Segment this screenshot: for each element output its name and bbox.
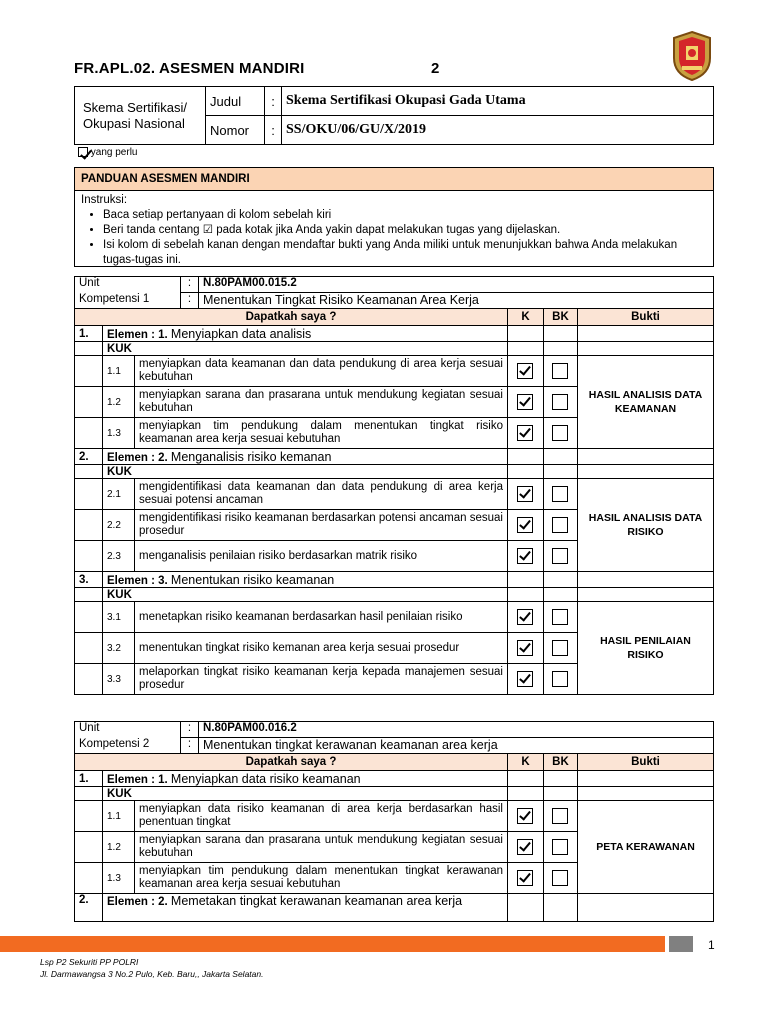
checkbox-k[interactable] <box>517 870 533 886</box>
kuk-text: menyiapkan sarana dan prasarana untuk mendukung kegiatan sesuai kebutuhan <box>135 387 508 418</box>
scheme-number: SS/OKU/06/GU/X/2019 <box>282 116 714 145</box>
checkbox-bk[interactable] <box>552 808 568 824</box>
lsp-logo-icon <box>670 30 714 82</box>
unit2-table: Unit : N.80PAM00.016.2 Kompetensi 2 : Menentukan tingkat kerawanan keamanan area kerja Dapatkah saya ? K BK Bukti 1. Elemen : 1. Menyiapkan data risiko keamanan KUK 1.1 menyiapkan data risiko keamanan di area kerja berdasarkan hasil penentuan tingkat PETA KERAWANAN 1.2 menyiapkan sarana dan prasarana untuk mendukung kegiatan sesuai kebutuhan 1.3 menyiapkan tim pendukung dalam menentukan tingkat kerawanan keamanan area kerja sesuai kebutuhan 2. Elemen : 2. Memetakan tingkat kerawanan keamanan area kerja <box>74 721 714 922</box>
checkbox-note-icon <box>78 147 88 157</box>
element-title: Elemen : 2. Menganalisis risiko kemanan <box>103 449 508 465</box>
checkbox-bk[interactable] <box>552 425 568 441</box>
guide-box <box>74 167 714 267</box>
footer-grey-block <box>669 936 693 952</box>
checkbox-bk[interactable] <box>552 486 568 502</box>
unit-code: N.80PAM00.016.2 <box>199 722 714 738</box>
note: yang perlu <box>78 147 137 158</box>
nomor-label: Nomor <box>206 116 265 145</box>
bukti-text: PETA KERAWANAN <box>577 801 713 894</box>
checkbox-bk[interactable] <box>552 394 568 410</box>
scheme-title: Skema Sertifikasi Okupasi Gada Utama <box>282 87 714 116</box>
footer-bar <box>0 936 665 952</box>
guide-title: PANDUAN ASESMEN MANDIRI <box>75 168 713 191</box>
checkbox-k[interactable] <box>517 609 533 625</box>
checkbox-k[interactable] <box>517 640 533 656</box>
judul-label: Judul <box>206 87 265 116</box>
col-bk: BK <box>543 309 577 326</box>
kuk-text: menyiapkan data keamanan dan data pendukung di area kerja sesuai kebutuhan <box>135 356 508 387</box>
kompetensi-label: Kompetensi 2 <box>75 738 181 754</box>
checkbox-bk[interactable] <box>552 870 568 886</box>
guide-item: • Isi kolom di sebelah kanan dengan mendaftar bukti yang Anda miliki untuk menunjukkan bahwa Anda melakukan tugas-tugas ini. <box>103 238 707 268</box>
guide-instruksi: Instruksi: <box>81 194 128 206</box>
unit-name: Menentukan tingkat kerawanan keamanan area kerja <box>199 738 714 754</box>
guide-item: • Beri tanda centang ☑ pada kotak jika Anda yakin dapat melakukan tugas yang dijelaskan. <box>103 223 707 238</box>
checkbox-bk[interactable] <box>552 839 568 855</box>
col-question: Dapatkah saya ? <box>75 754 508 771</box>
checkbox-bk[interactable] <box>552 363 568 379</box>
checkbox-bk[interactable] <box>552 640 568 656</box>
checkbox-bk[interactable] <box>552 609 568 625</box>
bukti-text: HASIL ANALISIS DATA KEAMANAN <box>577 356 713 449</box>
element-title: Elemen : 1. Menyiapkan data analisis <box>103 326 508 342</box>
checkbox-k[interactable] <box>517 671 533 687</box>
form-title: FR.APL.02. ASESMEN MANDIRI <box>74 60 305 77</box>
scheme-table: Skema Sertifikasi/ Okupasi Nasional Judul : Skema Sertifikasi Okupasi Gada Utama Nomor : SS/OKU/06/GU/X/2019 <box>74 86 714 145</box>
checkbox-k[interactable] <box>517 548 533 564</box>
checkbox-bk[interactable] <box>552 517 568 533</box>
col-bukti: Bukti <box>577 309 713 326</box>
checkbox-k[interactable] <box>517 363 533 379</box>
kuk-text: menetapkan risiko keamanan berdasarkan hasil penilaian risiko <box>135 602 508 633</box>
kuk-text: melaporkan tingkat risiko keamanan kerja kepada manajemen sesuai prosedur <box>135 664 508 695</box>
unit-name: Menentukan Tingkat Risiko Keamanan Area Kerja <box>199 293 714 309</box>
bukti-text: HASIL ANALISIS DATA RISIKO <box>577 479 713 572</box>
kuk-text: menyiapkan tim pendukung dalam menentukan tingkat kerawanan keamanan area kerja sesuai kebutuhan <box>135 863 508 894</box>
checkbox-k[interactable] <box>517 486 533 502</box>
col-k: K <box>507 754 543 771</box>
unit-code: N.80PAM00.015.2 <box>199 277 714 293</box>
checkbox-k[interactable] <box>517 808 533 824</box>
col-k: K <box>507 309 543 326</box>
col-bukti: Bukti <box>577 754 713 771</box>
bukti-text: HASIL PENILAIAN RISIKO <box>577 602 713 695</box>
page-number-header: 2 <box>431 60 440 77</box>
kuk-text: mengidentifikasi data keamanan dan data pendukung di area kerja sesuai potensi ancaman <box>135 479 508 510</box>
checkbox-k[interactable] <box>517 394 533 410</box>
kuk-text: mengidentifikasi risiko keamanan berdasarkan potensi ancaman sesuai prosedur <box>135 510 508 541</box>
kuk-text: menganalisis penilaian risiko berdasarkan matrik risiko <box>135 541 508 572</box>
checkbox-k[interactable] <box>517 425 533 441</box>
element-title: Elemen : 1. Menyiapkan data risiko keamanan <box>103 771 508 787</box>
kuk-text: menyiapkan data risiko keamanan di area kerja berdasarkan hasil penentuan tingkat <box>135 801 508 832</box>
scheme-label: Skema Sertifikasi/ Okupasi Nasional <box>75 87 206 145</box>
col-question: Dapatkah saya ? <box>75 309 508 326</box>
kuk-text: menyiapkan sarana dan prasarana untuk mendukung kegiatan sesuai kebutuhan <box>135 832 508 863</box>
guide-list <box>81 208 707 268</box>
footer-page-number: 1 <box>708 938 715 952</box>
guide-item: • Baca setiap pertanyaan di kolom sebelah kiri <box>103 208 707 223</box>
footer-address: Lsp P2 Sekuriti PP POLRI Jl. Darmawangsa 3 No.2 Pulo, Keb. Baru,, Jakarta Selatan. <box>40 957 264 979</box>
checkbox-bk[interactable] <box>552 548 568 564</box>
element-title: Elemen : 3. Menentukan risiko keamanan <box>103 572 508 588</box>
col-bk: BK <box>543 754 577 771</box>
unit-label: Unit <box>75 277 181 293</box>
unit1-table: Unit : N.80PAM00.015.2 Kompetensi 1 : Menentukan Tingkat Risiko Keamanan Area Kerja Dapatkah saya ? K BK Bukti 1. Elemen : 1. Menyiapkan data analisis KUK 1.1 menyiapkan data keamanan dan data pendukung di area kerja sesuai kebutuhan HASIL ANALISIS DATA KEAMANAN 1.2 menyiapkan sarana dan prasarana untuk mendukung kegiatan sesuai kebutuhan 1.3 menyiapkan tim pendukung dalam menentukan tingkat risiko keamanan area kerja sesuai kebutuhan 2. Elemen : 2. Menganalisis risiko kemanan KUK 2.1 mengidentifikasi data keamanan dan data pendukung di area kerja sesuai potensi ancaman HASIL ANALISIS DATA RISIKO 2.2 mengidentifikasi risiko keamanan berdasarkan potensi ancaman sesuai prosedur 2.3 menganalisis penilaian risiko berdasarkan matrik risiko 3. Elemen : 3. Menentukan risiko keamanan KUK 3.1 menetapkan risiko keamanan berdasarkan hasil penilaian risiko HASIL PENILAIAN RISIKO 3.2 menentukan tingkat risiko kemanan area kerja sesuai prosedur 3.3 melaporkan tingkat risiko keamanan kerja kepada manajemen sesuai prosedur <box>74 276 714 695</box>
kompetensi-label: Kompetensi 1 <box>75 293 181 309</box>
checkbox-k[interactable] <box>517 517 533 533</box>
checkbox-k[interactable] <box>517 839 533 855</box>
kuk-text: menentukan tingkat risiko kemanan area kerja sesuai prosedur <box>135 633 508 664</box>
checkbox-bk[interactable] <box>552 671 568 687</box>
element-title: Elemen : 2. Memetakan tingkat kerawanan keamanan area kerja <box>103 894 508 922</box>
unit-label: Unit <box>75 722 181 738</box>
kuk-text: menyiapkan tim pendukung dalam menentukan tingkat risiko keamanan area kerja sesuai kebutuhan <box>135 418 508 449</box>
